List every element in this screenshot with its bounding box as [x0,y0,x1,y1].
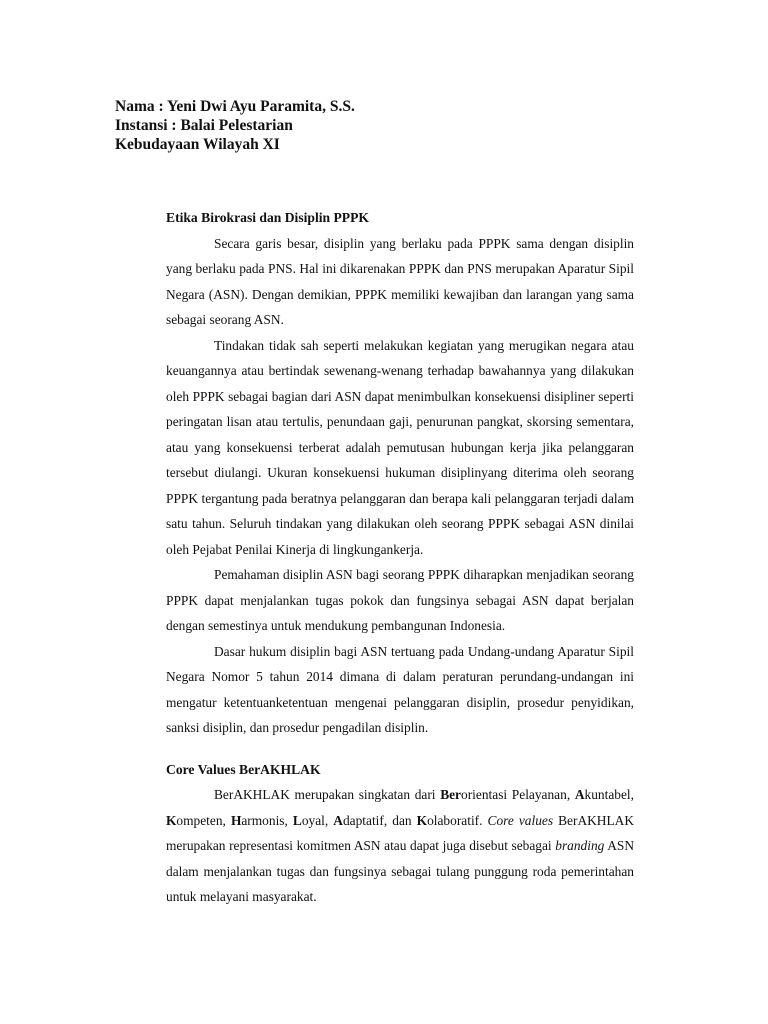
text-run: armonis, [241,812,293,828]
bold-initial: Ber [440,787,462,802]
author-header [115,97,355,154]
text-run: kuntabel, [584,787,634,802]
institution-line: Instansi : Balai Pelestarian [115,117,293,134]
bold-initial: H [230,812,242,828]
text-run: BerAKHLAK merupakan representasi komitmen ASN atau dapat juga disebut sebagai [166,812,634,853]
text-run: orientasi Pelayanan, [461,787,575,802]
text-run: olaboratif. [427,812,488,828]
section-spacer [166,741,634,757]
document-body [166,205,634,910]
bold-initial: A [333,812,343,828]
paragraph: Secara garis besar, disiplin yang berlaku pada PPPK sama dengan disiplin yang berlaku pada PNS. Hal ini dikarenakan PPPK dan PNS merupakan Aparatur Sipil Negara (ASN). Dengan demikian, PPPK memiliki kewajiban dan larangan yang sama sebagai seorang ASN. [166,235,634,327]
bold-initial: A [574,787,585,802]
text-run: ASN dalam menjalankan tugas dan fungsinya sebagai tulang punggung roda pemerintahan untuk melayani masyarakat. [166,838,634,904]
section-heading-core-values: Core Values BerAKHLAK [166,761,321,777]
italic-term: Core values [487,812,554,828]
text-run: ompeten, [176,812,231,828]
author-name-line: Nama : Yeni Dwi Ayu Paramita, S.S. [115,98,355,115]
paragraph: Tindakan tidak sah seperti melakukan kegiatan yang merugikan negara atau keuangannya atau bertindak sewenang-wenang terhadap bawahannya yang dilakukan oleh PPPK sebagai bagian dari ASN dapat menimbulkan konsekuensi disipliner seperti peringatan lisan atau tertulis, penundaan gaji, penurunan pangkat, skorsing sementara, atau yang konsekuensi terberat adalah pemutusan hubungan kerja jika pelanggaran tersebut diulangi. Ukuran konsekuensi hukuman disiplinyang diterima oleh seorang PPPK tergantung pada beratnya pelanggaran dan berapa kali pelanggaran terjadi dalam satu tahun. Seluruh tindakan yang dilakukan oleh seorang PPPK sebagai ASN dinilai oleh Pejabat Penilai Kinerja di lingkungankerja. [166,337,634,557]
bold-initial: L [292,812,302,828]
text-run: daptatif, dan [342,812,417,828]
paragraph: Dasar hukum disiplin bagi ASN tertuang pada Undang-undang Aparatur Sipil Negara Nomor 5 tahun 2014 dimana di dalam peraturan perundang-undangan ini mengatur ketentuanketentuan mengenai pelanggaran disiplin, prosedur penyidikan, sanksi disiplin, dan prosedur pengadilan disiplin. [166,643,634,735]
institution-line-continued: Kebudayaan Wilayah XI [115,136,280,153]
italic-term: branding [555,838,605,853]
bold-initial: K [166,812,177,828]
paragraph-berakhlak [166,782,634,910]
text-run: oyal, [301,812,334,828]
paragraph: Pemahaman disiplin ASN bagi seorang PPPK diharapkan menjadikan seorang PPPK dapat menjalankan tugas pokok dan fungsinya sebagai ASN dapat berjalan dengan semestinya untuk mendukung pembangunan Indonesia. [166,567,634,633]
text-run: BerAKHLAK merupakan singkatan dari [214,787,441,802]
bold-initial: K [416,812,428,828]
section-heading-ethics: Etika Birokrasi dan Disiplin PPPK [166,210,369,225]
